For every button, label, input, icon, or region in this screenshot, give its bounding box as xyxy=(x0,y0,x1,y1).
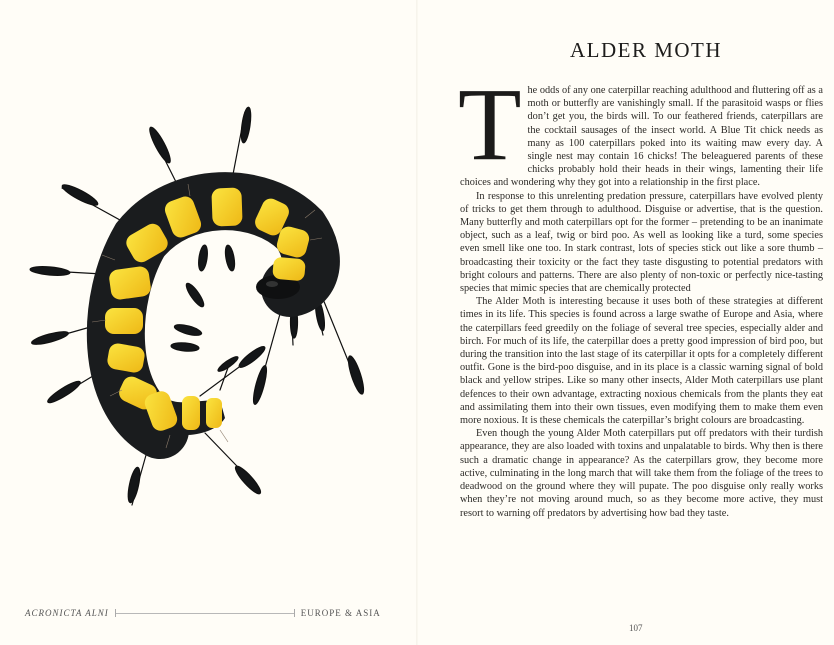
paragraph-2: In response to this unrelenting predation pressure, caterpillars have evolved plenty of tricks to get them through to adulthood. Disguise or advertise, that is the question. Many butterfly and moth caterpillars opt for the former – pretending to be an inanimate object, such as a leaf, twig or bird poo. As well as looking like a turd, some species even smell like one too. In stark contrast, lots of species stick out like a sore thumb – broadcasting their toxicity or the fact they taste disgusting to potential predators with bright colours and patterns. There are also plenty of non-toxic or perfectly nice-tasting species that mimic species that are chemically protected xyxy=(460,190,823,295)
paragraph-3: The Alder Moth is interesting because it uses both of these strategies at different times in its life. This species is found across a large swathe of Europe and Asia, where the caterpillars feed greedily on the foliage of several tree species, especially alder and birch. For much of its life, the caterpillar does a pretty good impression of bird poo, but during the transition into the last stage of its caterpillar it opts for a completely different outfit. Gone is the bird-poo disguise, and in its place is a classic warning signal of bold black and yellow stripes. Like so many other insects, Alder Moth caterpillars use plant defences to their own advantage, extracting noxious chemicals from the plants they eat and assimilating them into their own tissues, even modifying them to make them even more noxious. It is these chemicals the caterpillar’s bright colours are broadcasting. xyxy=(460,296,823,427)
paragraph-4: Even though the young Alder Moth caterpillars put off predators with their turdish appearance, they are also loaded with toxins and unpalatable to birds. Why then is there such a dramatic change in appearance? As the caterpillars grow, they become more active, culminating in the long march that will take them from the foliage of the trees to deadwood on the ground where they will pupate. The poo disguise only really works when they’re not moving around much, so as they become more active, they must resort to warning off predators by advertising how bad they taste. xyxy=(460,428,823,519)
paragraph-1: The odds of any one caterpillar reaching adulthood and fluttering off as a moth or butterfly are vanishingly small. If the parasitoid wasps or flies don’t get you, the birds will. To our feathered friends, caterpillars are the cocktail sausages of the insect world. A Blue Tit chick needs as many as 100 caterpillars poked into its waiting maw every day. A single nest may contain 16 chicks! The beleaguered parents of these chicks probably hold their heads in their wings, lamenting their life choices and wondering why they got into a relationship in the first place. xyxy=(458,67,823,189)
right-page xyxy=(418,0,834,645)
page-number: 107 xyxy=(629,623,643,633)
caterpillar-illustration xyxy=(20,100,380,510)
page-title: ALDER MOTH xyxy=(569,38,723,62)
distribution-region: EUROPE & ASIA xyxy=(300,608,381,618)
footer-rule xyxy=(115,609,295,617)
left-page xyxy=(0,0,416,645)
species-footer xyxy=(25,608,381,618)
article-body xyxy=(458,67,823,520)
scientific-name: ACRONICTA ALNI xyxy=(25,608,109,618)
drop-cap: T xyxy=(458,67,522,182)
